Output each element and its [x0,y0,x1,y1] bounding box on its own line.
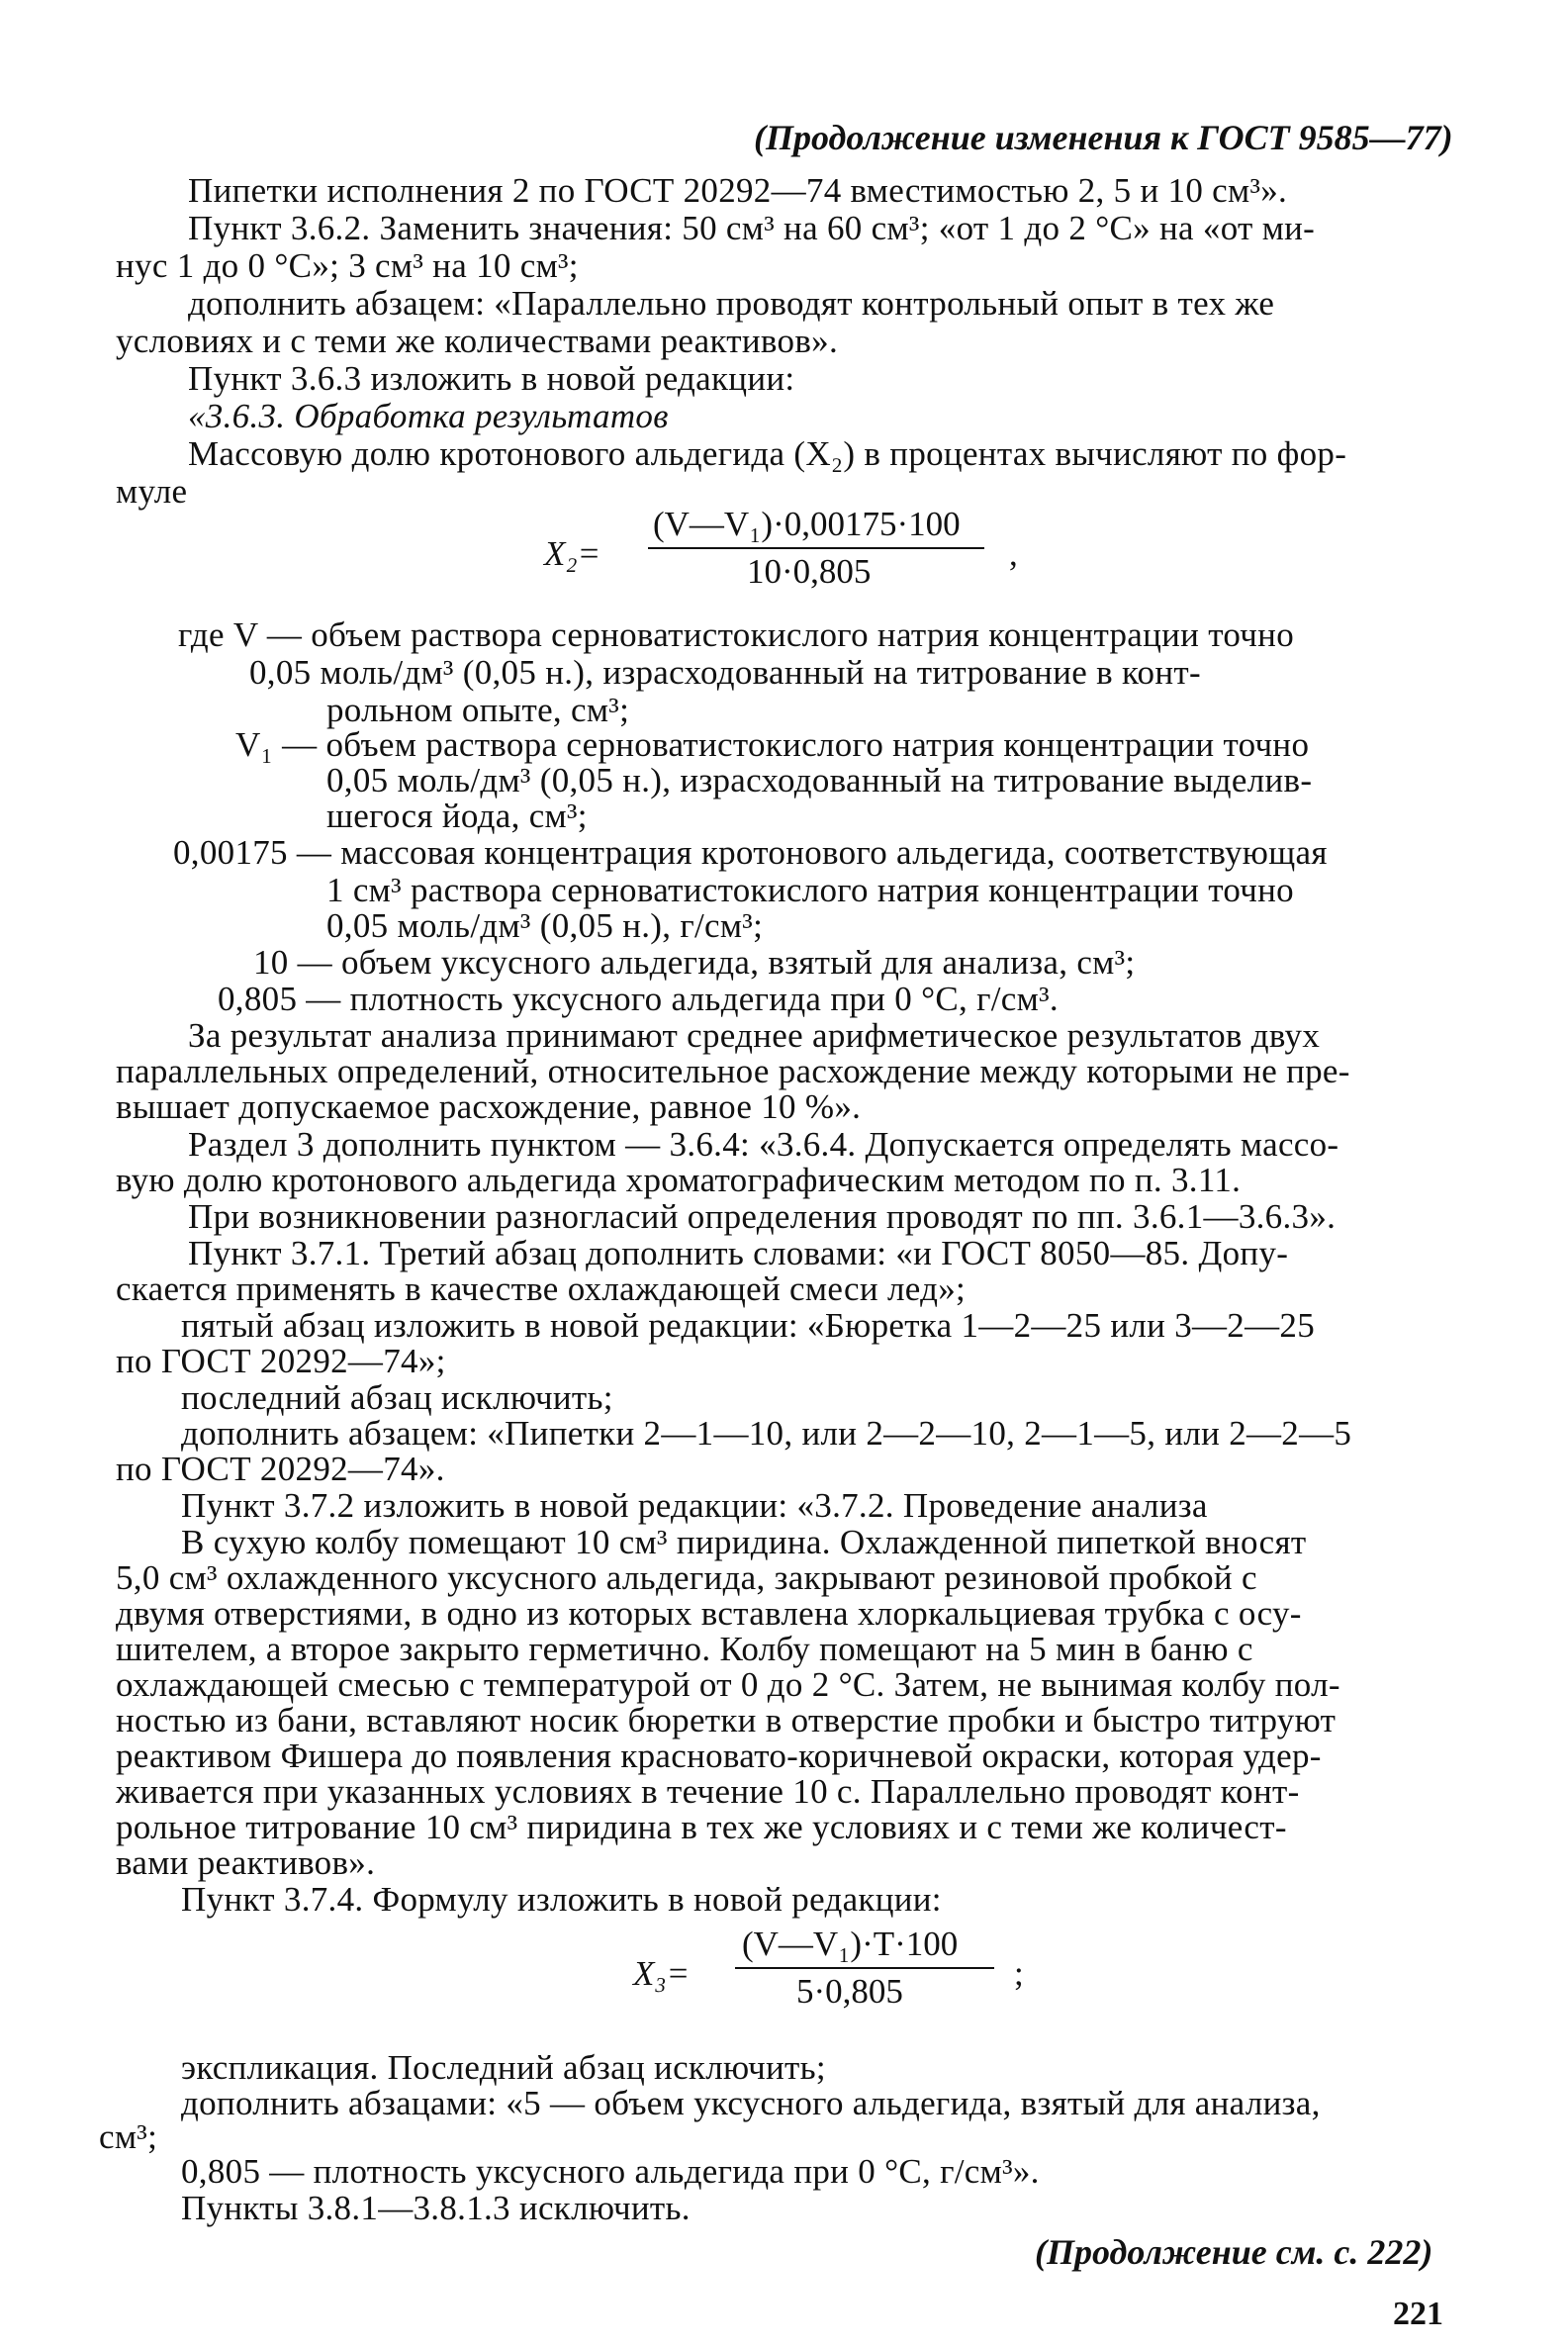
formula-trail: ; [1014,1954,1024,1993]
text-line: При возникновении разногласий определения проводят по пп. 3.6.1—3.6.3». [188,1197,1337,1236]
fraction-bar [735,1967,994,1969]
continuation-note: (Продолжение см. с. 222) [1035,2232,1433,2272]
legend-line: V₁ — объем раствора серноватистокислого натрия концентрации точно [235,725,1310,764]
text-line: Пункт 3.7.2 изложить в новой редакции: «3.7.2. Проведение анализа [181,1486,1208,1525]
text-line: живается при указанных условиях в течение 10 с. Параллельно проводят конт- [116,1772,1300,1811]
formula-numerator: (V—V₁)·T·100 [742,1925,959,1963]
text-line: В сухую колбу помещают 10 см³ пиридина. Охлажденной пипеткой вносят [181,1523,1307,1561]
text-line: дополнить абзацем: «Параллельно проводят контрольный опыт в тех же [188,284,1275,323]
text-line: скается применять в качестве охлаждающей смеси лед»; [116,1269,967,1308]
fraction-bar [648,547,984,549]
text-line: по ГОСТ 20292—74»; [116,1342,446,1380]
text-line: дополнить абзацами: «5 — объем уксусного альдегида, взятый для анализа, [181,2084,1321,2122]
text-line: дополнить абзацем: «Пипетки 2—1—10, или 2—2—10, 2—1—5, или 2—2—5 [181,1414,1352,1453]
text-line: Пипетки исполнения 2 по ГОСТ 20292—74 вместимостью 2, 5 и 10 см³». [188,171,1288,210]
text-line: реактивом Фишера до появления красновато-коричневой окраски, которая удер- [116,1737,1322,1775]
page-number: 221 [1393,2296,1443,2332]
text-line: Пункт 3.7.1. Третий абзац дополнить словами: «и ГОСТ 8050—85. Допу- [188,1234,1289,1272]
formula-denominator: 5·0,805 [796,1972,903,2011]
text-line: нус 1 до 0 °С»; 3 см³ на 10 см³; [116,246,579,285]
formula-denominator: 10·0,805 [747,552,872,591]
formula-x3 [633,1925,1049,2019]
text-line: вую долю кротонового альдегида хроматографическим методом по п. 3.11. [116,1161,1242,1199]
text-line: шителем, а второе закрыто герметично. Колбу помещают на 5 мин в баню с [116,1630,1253,1668]
legend-line: 0,05 моль/дм³ (0,05 н.), г/см³; [326,906,764,945]
text-line: муле [116,472,188,511]
text-line: вышает допускаемое расхождение, равное 10 %». [116,1087,862,1126]
text-line: Пункт 3.6.3 изложить в новой редакции: [188,359,795,398]
section-heading: «3.6.3. Обработка результатов [188,397,669,435]
text-line: Массовую долю кротонового альдегида (X₂) в процентах вычисляют по фор- [188,434,1347,473]
formula-x2 [544,505,1059,599]
formula-lhs: X₂= [544,534,601,573]
legend-line: 1 см³ раствора серноватистокислого натрия концентрации точно [326,871,1294,909]
formula-lhs: X₃= [633,1954,691,1993]
text-line: 5,0 см³ охлажденного уксусного альдегида, закрывают резиновой пробкой с [116,1558,1257,1597]
legend-line: 0,805 — плотность уксусного альдегида при 0 °С, г/см³. [218,980,1059,1018]
legend-line: 0,00175 — массовая концентрация кротонового альдегида, соответствующая [173,833,1328,872]
text-line: Пункт 3.7.4. Формулу изложить в новой редакции: [181,1880,942,1919]
text-line: по ГОСТ 20292—74». [116,1450,445,1488]
text-line: двумя отверстиями, в одно из которых вставлена хлоркальциевая трубка с осу- [116,1594,1302,1633]
text-line: 0,805 — плотность уксусного альдегида при 0 °С, г/см³». [181,2152,1040,2191]
legend-line: 0,05 моль/дм³ (0,05 н.), израсходованный на титрование в конт- [249,653,1201,692]
text-line: параллельных определений, относительное расхождение между которыми не пре- [116,1052,1350,1090]
text-line: вами реактивов». [116,1843,376,1882]
page-header: (Продолжение изменения к ГОСТ 9585—77) [754,118,1453,157]
text-line: пятый абзац изложить в новой редакции: «Бюретка 1—2—25 или 3—2—25 [181,1306,1315,1345]
legend-line: рольном опыте, см³; [326,691,630,729]
text-line: условиях и с теми же количествами реактивов». [116,322,838,360]
legend-line: шегося йода, см³; [326,797,588,835]
legend-line: 0,05 моль/дм³ (0,05 н.), израсходованный на титрование выделив- [326,761,1313,799]
text-line: рольное титрование 10 см³ пиридина в тех же условиях и с теми же количест- [116,1808,1287,1846]
formula-numerator: (V—V₁)·0,00175·100 [653,505,961,543]
formula-trail: , [1009,534,1018,573]
legend-line: 10 — объем уксусного альдегида, взятый для анализа, см³; [253,943,1136,982]
text-line: охлаждающей смесью с температурой от 0 до 2 °С. Затем, не вынимая колбу пол- [116,1665,1340,1704]
text-line: ностью из бани, вставляют носик бюретки в отверстие пробки и быстро титруют [116,1701,1337,1739]
text-line: экспликация. Последний абзац исключить; [181,2048,826,2087]
text-line: см³; [99,2117,158,2156]
text-line: Пункты 3.8.1—3.8.1.3 исключить. [181,2189,691,2227]
text-line: За результат анализа принимают среднее арифметическое результатов двух [188,1016,1321,1055]
text-line: последний абзац исключить; [181,1378,613,1417]
legend-line: где V — объем раствора серноватистокислого натрия концентрации точно [178,615,1295,654]
text-line: Пункт 3.6.2. Заменить значения: 50 см³ на 60 см³; «от 1 до 2 °С» на «от ми- [188,209,1316,247]
text-line: Раздел 3 дополнить пунктом — 3.6.4: «3.6.4. Допускается определять массо- [188,1125,1339,1164]
